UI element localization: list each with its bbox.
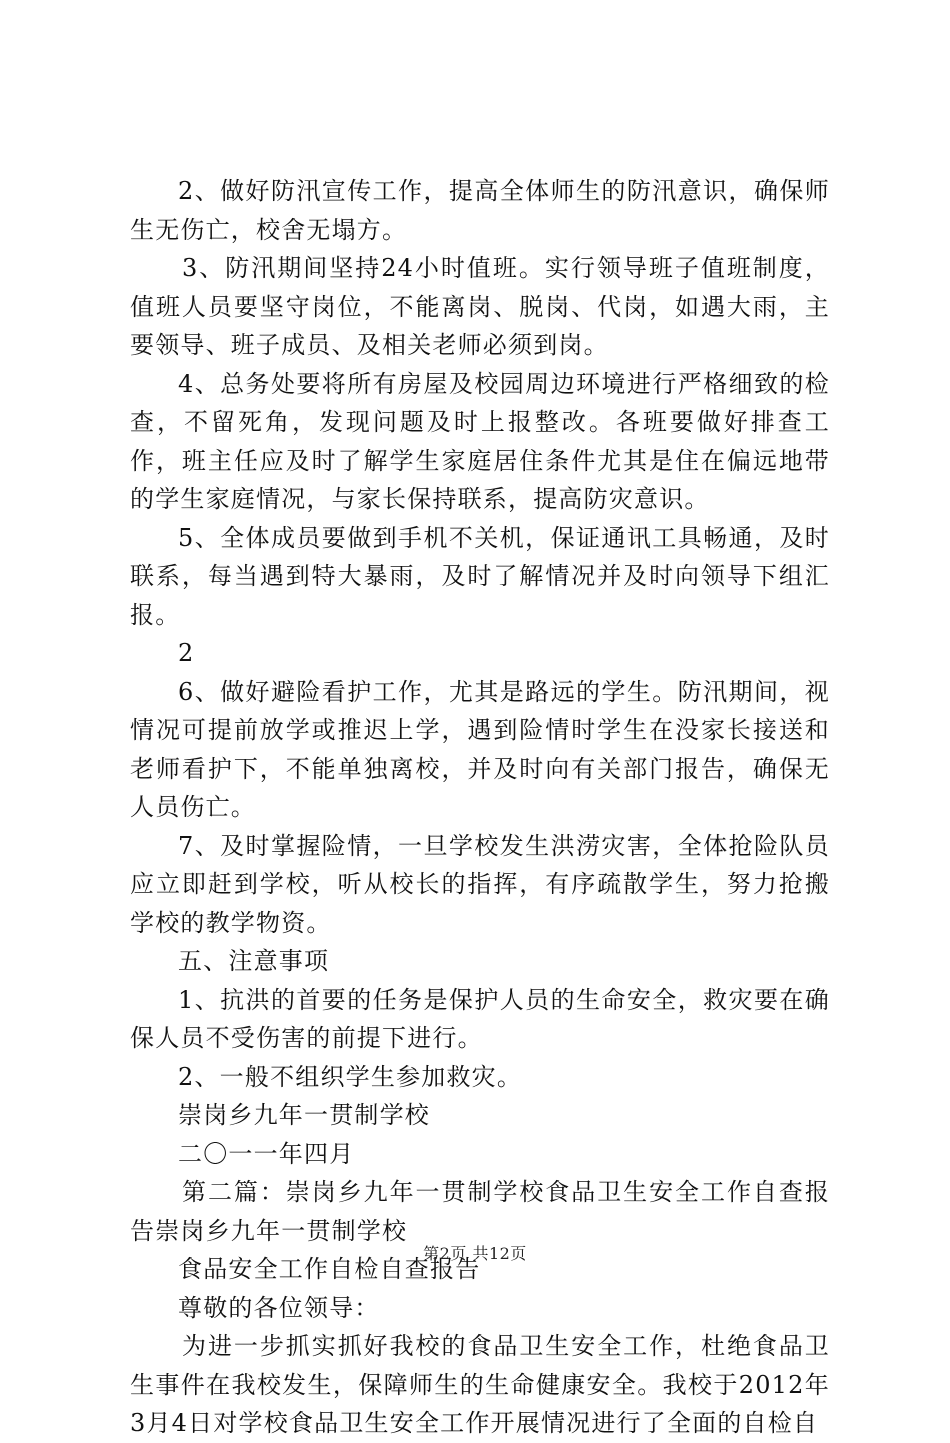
page-footer: 第2页 共12页 — [423, 1244, 527, 1263]
report-intro-paragraph: 为进一步抓实抓好我校的食品卫生安全工作，杜绝食品卫生事件在我校发生，保障师生的生命健康安全。我校于2012年3月4日对学校食品卫生安全工作开展情况进行了全面的自检自 — [130, 1332, 830, 1437]
paragraph-page-number-inline: 2 — [178, 639, 195, 667]
paragraph-communication: 5、全体成员要做到手机不关机，保证通讯工具畅通，及时联系，每当遇到特大暴雨，及时了解情况并及时向领导下组汇报。 — [130, 523, 830, 629]
paragraph-note-2: 2、一般不组织学生参加救灾。 — [178, 1062, 523, 1091]
section-heading-notes: 五、注意事项 — [178, 947, 330, 975]
report-title: 食品安全工作自检自查报告 — [178, 1255, 481, 1283]
signature-date: 二〇一一年四月 — [178, 1139, 355, 1168]
paragraph-student-safety: 6、做好避险看护工作，尤其是路远的学生。防汛期间，视情况可提前放学或推迟上学，遇到险情时学生在没家长接送和老师看护下，不能单独离校，并及时向有关部门报告，确保无人员伤亡。 — [130, 677, 830, 821]
paragraph-building-inspection: 4、总务处要将所有房屋及校园周边环境进行严格细致的检查，不留死角，发现问题及时上报整改。各班要做好排查工作，班主任应及时了解学生家庭居住条件尤其是住在偏远地带的学生家庭情况，与家长保持联系，提高防灾意识。 — [130, 369, 830, 513]
report-salutation: 尊敬的各位领导： — [178, 1293, 380, 1322]
paragraph-note-1: 1、抗洪的首要的任务是保护人员的生命安全，救灾要在确保人员不受伤害的前提下进行。 — [130, 985, 830, 1052]
signature-school-name: 崇岗乡九年一贯制学校 — [178, 1101, 430, 1129]
paragraph-emergency-response: 7、及时掌握险情，一旦学校发生洪涝灾害，全体抢险队员应立即赶到学校，听从校长的指挥，有序疏散学生，努力抢搬学校的教学物资。 — [130, 831, 830, 937]
paragraph-duty-shift: 3、防汛期间坚持24小时值班。实行领导班子值班制度，值班人员要坚守岗位，不能离岗、脱岗、代岗，如遇大雨，主要领导、班子成员、及相关老师必须到岗。 — [130, 254, 830, 359]
second-article-title: 第二篇：崇岗乡九年一贯制学校食品卫生安全工作自查报告崇岗乡九年一贯制学校 — [130, 1178, 830, 1245]
paragraph-flood-publicity: 2、做好防汛宣传工作，提高全体师生的防汛意识，确保师生无伤亡，校舍无塌方。 — [130, 177, 830, 244]
